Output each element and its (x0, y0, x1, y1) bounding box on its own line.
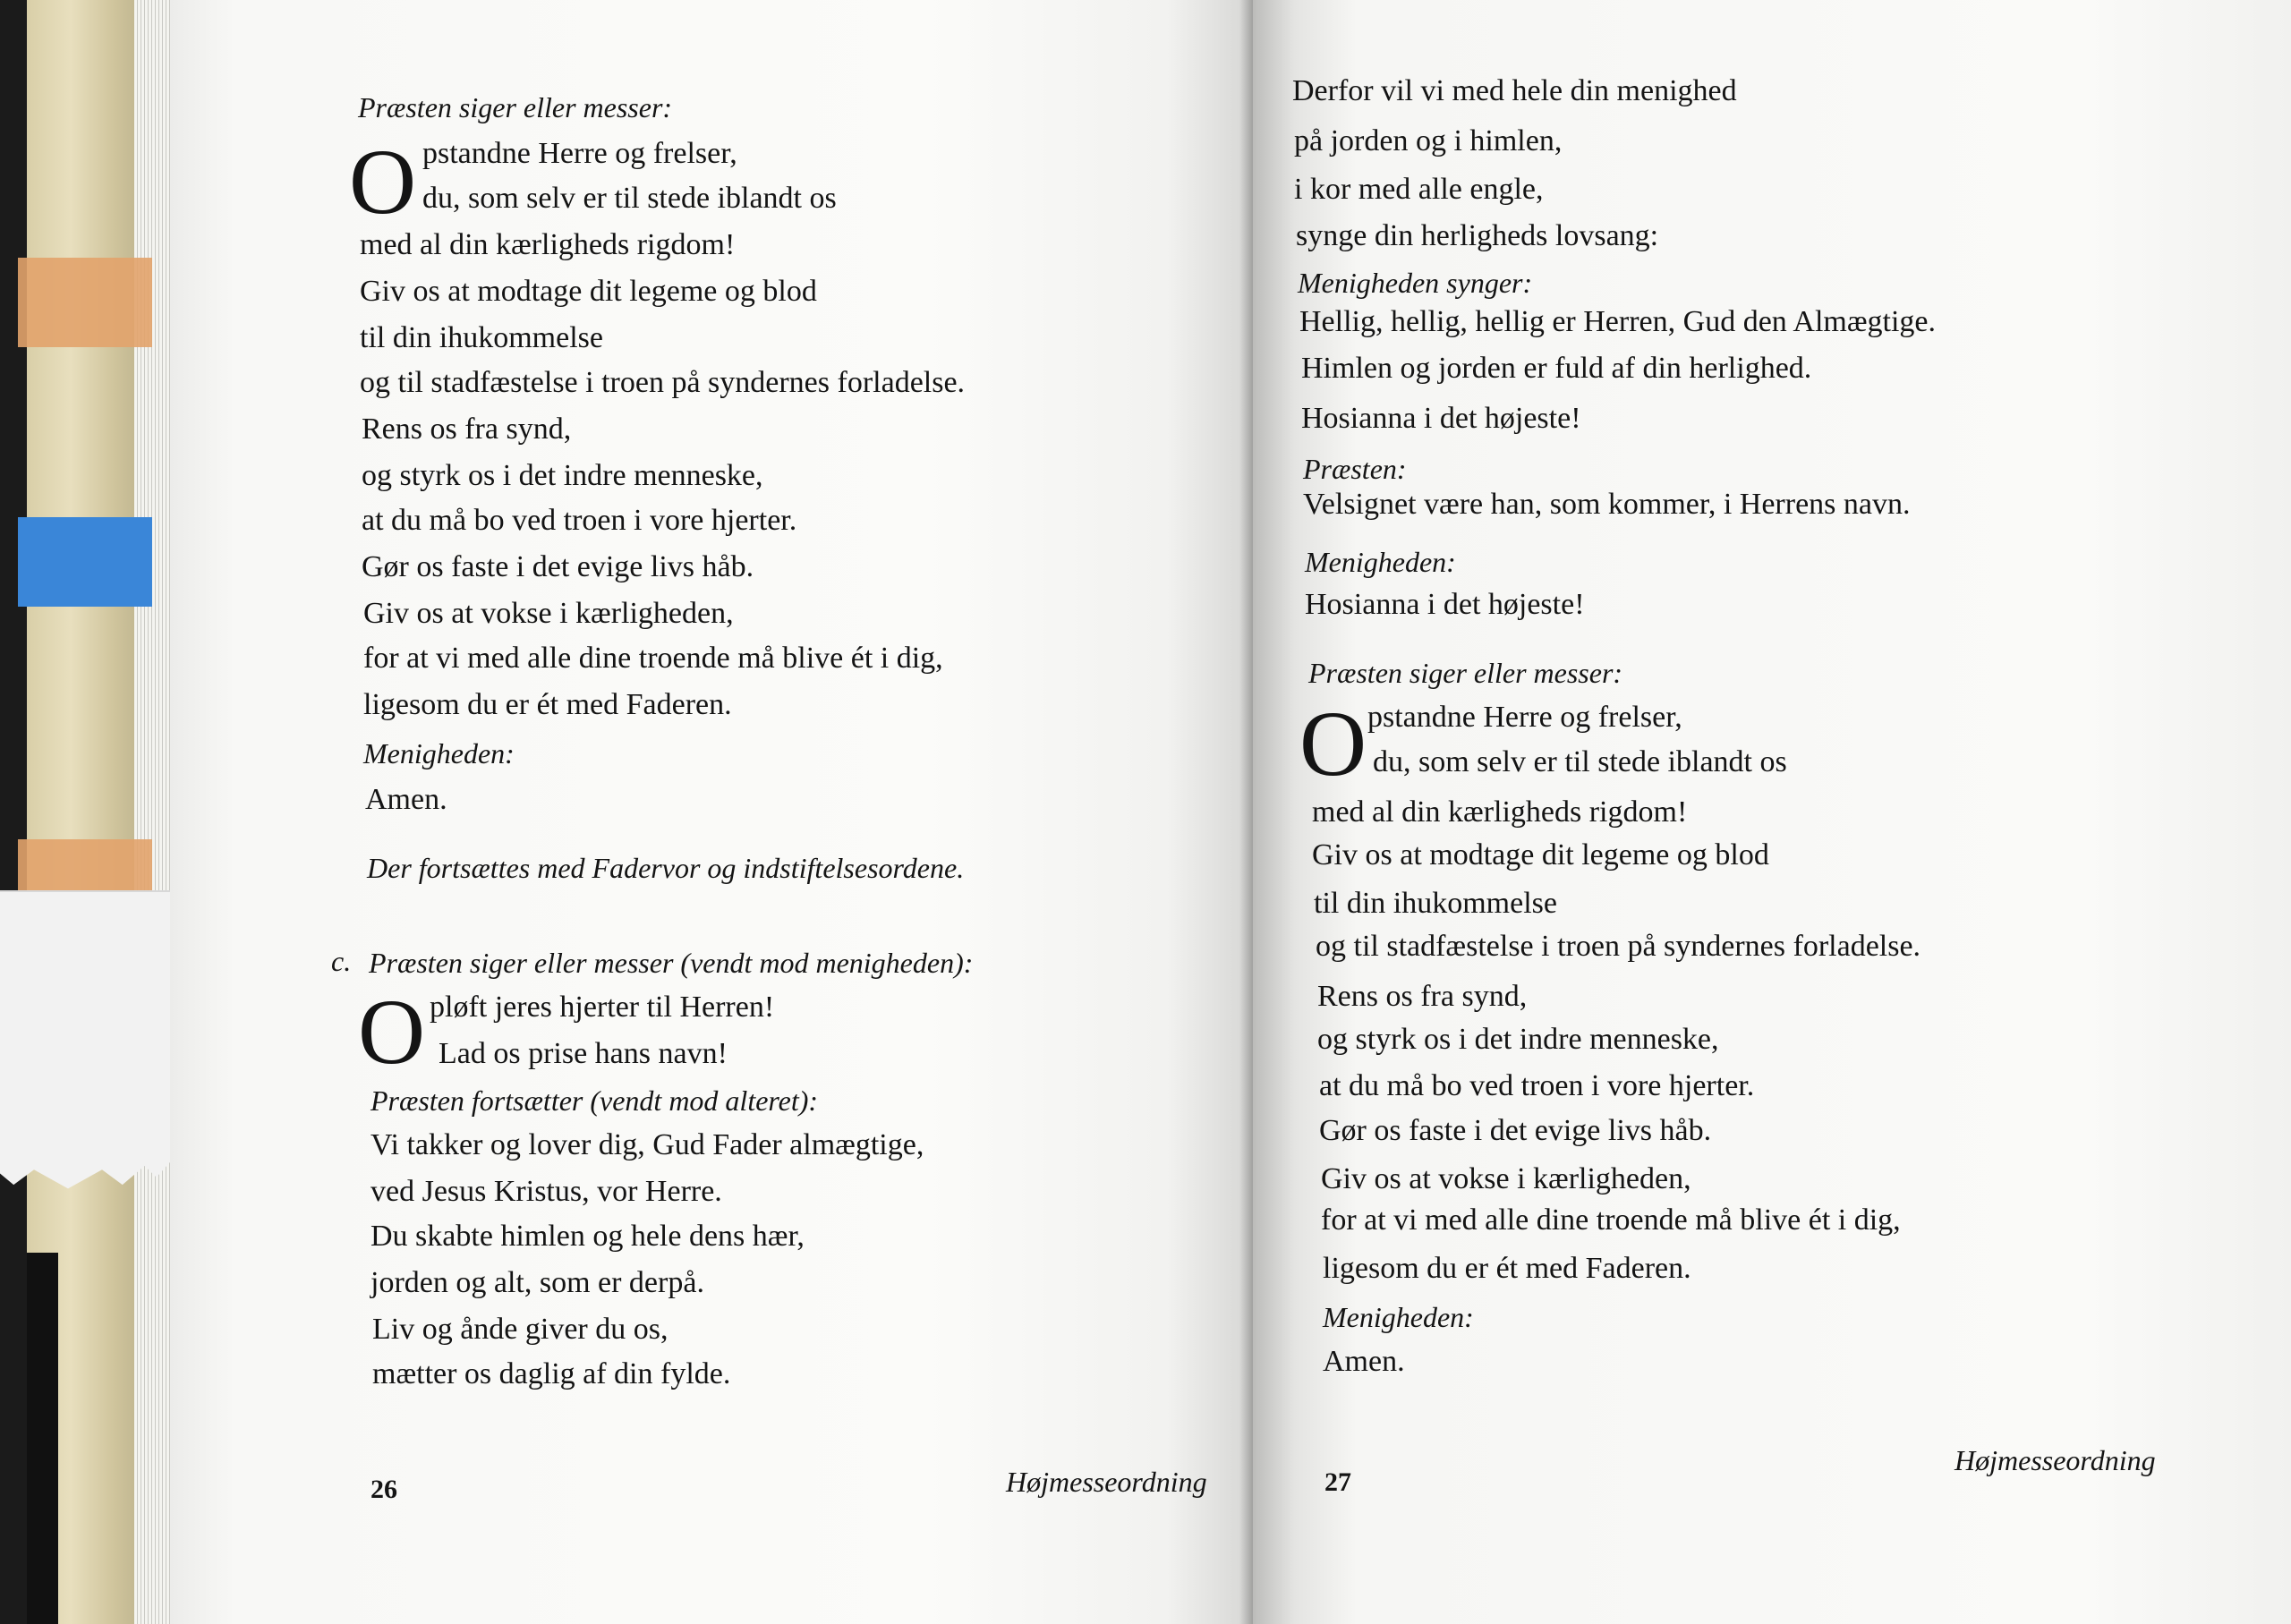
book-cover-dark-edge (27, 1253, 58, 1624)
text-line: mætter os daglig af din fylde. (372, 1357, 731, 1390)
running-head: Højmesseordning (1955, 1444, 2156, 1476)
text-line: og styrk os i det indre menneske, (1317, 1023, 1719, 1056)
text-line: Himlen og jorden er fuld af din herlighed. (1301, 352, 1812, 385)
text-line: jorden og alt, som er derpå. (370, 1266, 704, 1299)
text-line: Liv og ånde giver du os, (372, 1313, 669, 1346)
text-line: pstandne Herre og frelser, (1367, 701, 1682, 734)
rubric: Præsten: (1303, 453, 1407, 485)
rubric: Præsten siger eller messer (vendt mod menigheden): (369, 947, 974, 979)
rubric: Menigheden synger: (1298, 267, 1533, 299)
text-line: Hellig, hellig, hellig er Herren, Gud den Almægtige. (1299, 305, 1937, 338)
text-line: Giv os at vokse i kærligheden, (1321, 1162, 1691, 1195)
text-line: pstandne Herre og frelser, (422, 137, 737, 170)
text-line: og til stadfæstelse i troen på syndernes forladelse. (360, 366, 966, 399)
book-binding-edge (0, 0, 27, 1624)
text-line: Hosianna i det højeste! (1301, 402, 1581, 435)
text-line: pløft jeres hjerter til Herren! (430, 991, 775, 1024)
text-line: Amen. (1323, 1345, 1405, 1378)
text-line: Giv os at vokse i kærligheden, (363, 597, 734, 630)
text-line: du, som selv er til stede iblandt os (422, 182, 837, 215)
text-line: Velsignet være han, som kommer, i Herrens navn. (1303, 488, 1911, 521)
section-marker: c. (331, 945, 352, 977)
text-line: Vi takker og lover dig, Gud Fader almægtige, (370, 1128, 924, 1161)
rubric: Menigheden: (363, 737, 515, 769)
rubric: Præsten siger eller messer: (358, 91, 673, 123)
text-line: ved Jesus Kristus, vor Herre. (370, 1175, 722, 1208)
text-line: og styrk os i det indre menneske, (362, 459, 763, 492)
text-line: Derfor vil vi med hele din menighed (1292, 74, 1737, 107)
rubric: Præsten fortsætter (vendt mod alteret): (370, 1084, 819, 1117)
text-line: Hosianna i det højeste! (1305, 588, 1585, 621)
text-line: du, som selv er til stede iblandt os (1373, 745, 1787, 778)
text-line: med al din kærligheds rigdom! (1312, 795, 1688, 829)
text-line: Rens os fra synd, (362, 412, 572, 446)
page-stack-edge (134, 0, 170, 1624)
orange-bookmark-tab (18, 258, 152, 347)
text-line: for at vi med alle dine troende må blive ét i dig, (363, 642, 943, 675)
text-line: synge din herligheds lovsang: (1296, 219, 1659, 252)
text-line: Gør os faste i det evige livs håb. (1319, 1114, 1712, 1147)
blue-bookmark-tab (18, 517, 152, 607)
text-line: med al din kærligheds rigdom! (360, 228, 736, 261)
rubric: Der fortsættes med Fadervor og indstiftelsesordene. (367, 852, 965, 884)
text-line: ligesom du er ét med Faderen. (1323, 1252, 1691, 1285)
text-line: Lad os prise hans navn! (439, 1037, 728, 1070)
running-head: Højmesseordning (1006, 1466, 1207, 1498)
text-line: Gør os faste i det evige livs håb. (362, 550, 754, 583)
text-line: på jorden og i himlen, (1294, 124, 1563, 157)
rubric: Menigheden: (1305, 546, 1456, 578)
text-line: at du må bo ved troen i vore hjerter. (1319, 1069, 1755, 1102)
text-line: og til stadfæstelse i troen på syndernes forladelse. (1316, 930, 1921, 963)
text-line: Rens os fra synd, (1317, 980, 1528, 1013)
text-line: i kor med alle engle, (1294, 173, 1544, 206)
drop-cap: O (358, 981, 426, 1084)
text-line: Du skabte himlen og hele dens hær, (370, 1220, 805, 1253)
drop-cap: O (1299, 693, 1367, 795)
rubric: Menigheden: (1323, 1301, 1474, 1333)
page-number: 26 (370, 1475, 397, 1504)
text-line: Giv os at modtage dit legeme og blod (1312, 838, 1769, 872)
rubric: Præsten siger eller messer: (1308, 657, 1623, 689)
text-line: at du må bo ved troen i vore hjerter. (362, 504, 797, 537)
text-line: ligesom du er ét med Faderen. (363, 688, 732, 721)
text-line: for at vi med alle dine troende må blive ét i dig, (1321, 1203, 1901, 1237)
text-line: Amen. (365, 783, 447, 816)
text-line: til din ihukommelse (360, 321, 603, 354)
text-line: til din ihukommelse (1314, 887, 1557, 920)
page-number: 27 (1324, 1467, 1351, 1497)
text-line: Giv os at modtage dit legeme og blod (360, 275, 817, 308)
drop-cap: O (349, 131, 417, 234)
orange-bookmark-tab (18, 839, 152, 895)
